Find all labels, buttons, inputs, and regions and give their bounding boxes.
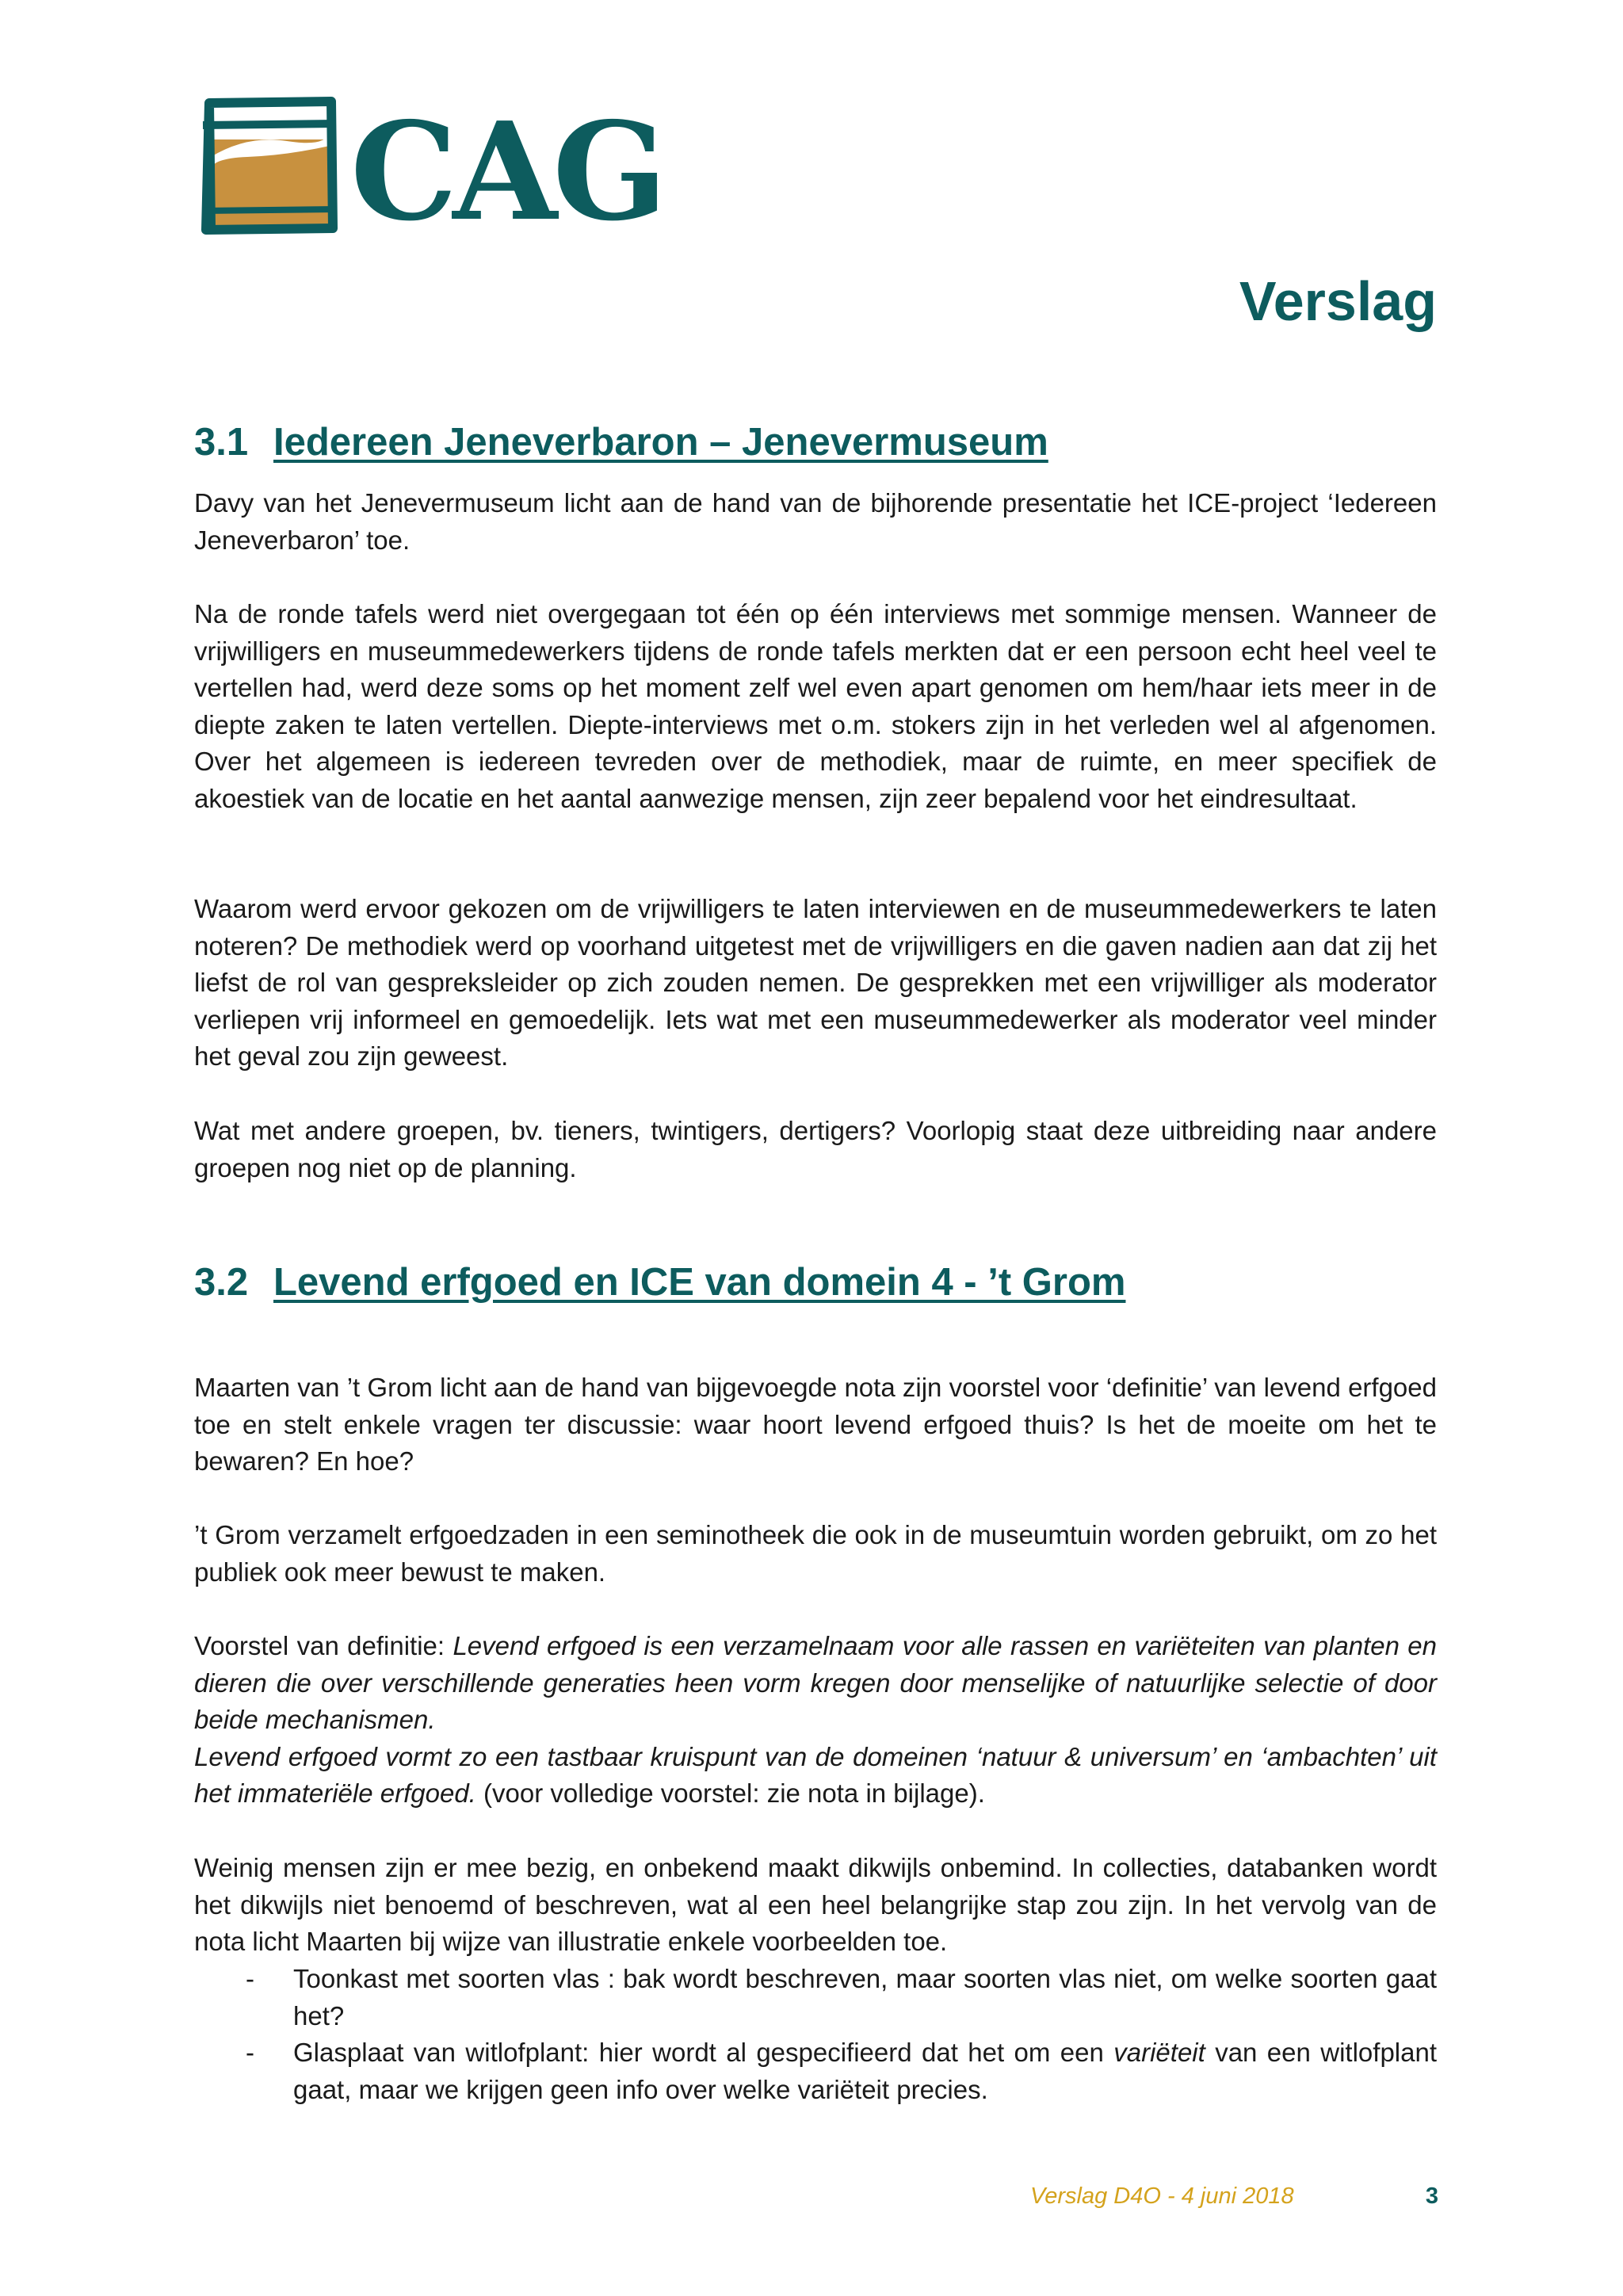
- section-number: 3.2: [194, 1261, 249, 1304]
- section-heading-3-2: [194, 1260, 1125, 1305]
- section-heading-3-1: [194, 420, 1048, 464]
- logo-text: CAG: [350, 93, 663, 251]
- cag-logo: [200, 93, 663, 251]
- list-item: [194, 1961, 1437, 2034]
- document-type-title: Verslag: [1239, 270, 1437, 332]
- paragraph: Waarom werd ervoor gekozen om de vrijwilligers te laten interviewen en de museummedewerkers te laten noteren? De methodiek werd op voorhand uitgetest met de vrijwilligers en die gaven nadien aan dat zij het liefst de rol van gespreksleider op zich zouden nemen. De gesprekken met een vrijwilliger als moderator verliepen vrij informeel en gemoedelijk. Iets wat met een museummedewerker als moderator veel minder het geval zou zijn geweest.: [194, 894, 1437, 1071]
- paragraph: Na de ronde tafels werd niet overgegaan tot één op één interviews met sommige mensen. Wanneer de vrijwilligers en museummedewerkers tijdens de ronde tafels merkten dat er een persoon echt heel veel te vertellen had, werd deze soms op het moment zelf wel even apart genomen om hem/haar iets meer in de diepte zaken te laten vertellen. Diepte-interviews met o.m. stokers zijn in het verleden wel al afgenomen. Over het algemeen is iedereen tevreden over de methodiek, maar de ruimte, en meer specifiek de akoestiek van de locatie en het aantal aanwezige mensen, zijn zeer bepalend voor het eindresultaat.: [194, 599, 1437, 813]
- page-number: 3: [1425, 2183, 1438, 2209]
- definition-italic-1: Levend erfgoed is een verzamelnaam voor alle rassen en variëteiten van planten en dieren die over verschillende generaties heen vorm kregen door menselijke of natuurlijke selectie of door beide mechanismen.: [194, 1631, 1437, 1734]
- footer-text: Verslag D4O - 4 juni 2018: [1030, 2183, 1294, 2209]
- definition-lead: Voorstel van definitie:: [194, 1631, 453, 1660]
- section-number: 3.1: [194, 421, 249, 464]
- list-item-text-after: van een witlofplant gaat, maar we krijgen geen info over welke variëteit precies.: [293, 2038, 1438, 2104]
- list-item-text-before: Glasplaat van witlofplant: hier wordt al gespecifieerd dat het om een: [293, 2038, 1114, 2067]
- bullet-dash: -: [246, 1964, 254, 1993]
- paragraph: Weinig mensen zijn er mee bezig, en onbekend maakt dikwijls onbemind. In collecties, databanken wordt het dikwijls niet benoemd of beschreven, wat al een heel belangrijke stap zou zijn. In het vervolg van de nota licht Maarten bij wijze van illustratie enkele voorbeelden toe.: [194, 1853, 1437, 1956]
- list-item: [194, 2034, 1437, 2108]
- definition-paragraph: [194, 1628, 1437, 1813]
- list-item-text: Toonkast met soorten vlas : bak wordt beschreven, maar soorten vlas niet, om welke soorten gaat het?: [293, 1964, 1437, 2030]
- section-title: Levend erfgoed en ICE van domein 4 - ’t Grom: [273, 1261, 1126, 1304]
- paragraph: Maarten van ’t Grom licht aan de hand van bijgevoegde nota zijn voorstel voor ‘definitie’ van levend erfgoed toe en stelt enkele vragen ter discussie: waar hoort levend erfgoed thuis? Is het de moeite om het te bewaren? En hoe?: [194, 1373, 1437, 1476]
- paragraph: Davy van het Jenevermuseum licht aan de hand van de bijhorende presentatie het ICE-project ‘Iedereen Jeneverbaron’ toe.: [194, 488, 1437, 555]
- definition-italic-2: Levend erfgoed vormt zo een tastbaar kruispunt van de domeinen ‘natuur & universum’ en ‘ambachten’ uit het immateriële erfgoed.: [194, 1741, 1437, 1808]
- bullet-list: [194, 1961, 1437, 2108]
- bullet-dash: -: [246, 2038, 254, 2067]
- paragraph: Wat met andere groepen, bv. tieners, twintigers, dertigers? Voorlopig staat deze uitbreiding naar andere groepen nog niet op de planning.: [194, 1116, 1437, 1182]
- list-item-text-italic: variëteit: [1113, 2038, 1205, 2067]
- section-title: Iedereen Jeneverbaron – Jenevermuseum: [273, 421, 1048, 464]
- paragraph: ’t Grom verzamelt erfgoedzaden in een seminotheek die ook in de museumtuin worden gebruikt, om zo het publiek ook meer bewust te maken.: [194, 1520, 1437, 1587]
- definition-tail: (voor volledige voorstel: zie nota in bijlage).: [475, 1778, 985, 1808]
